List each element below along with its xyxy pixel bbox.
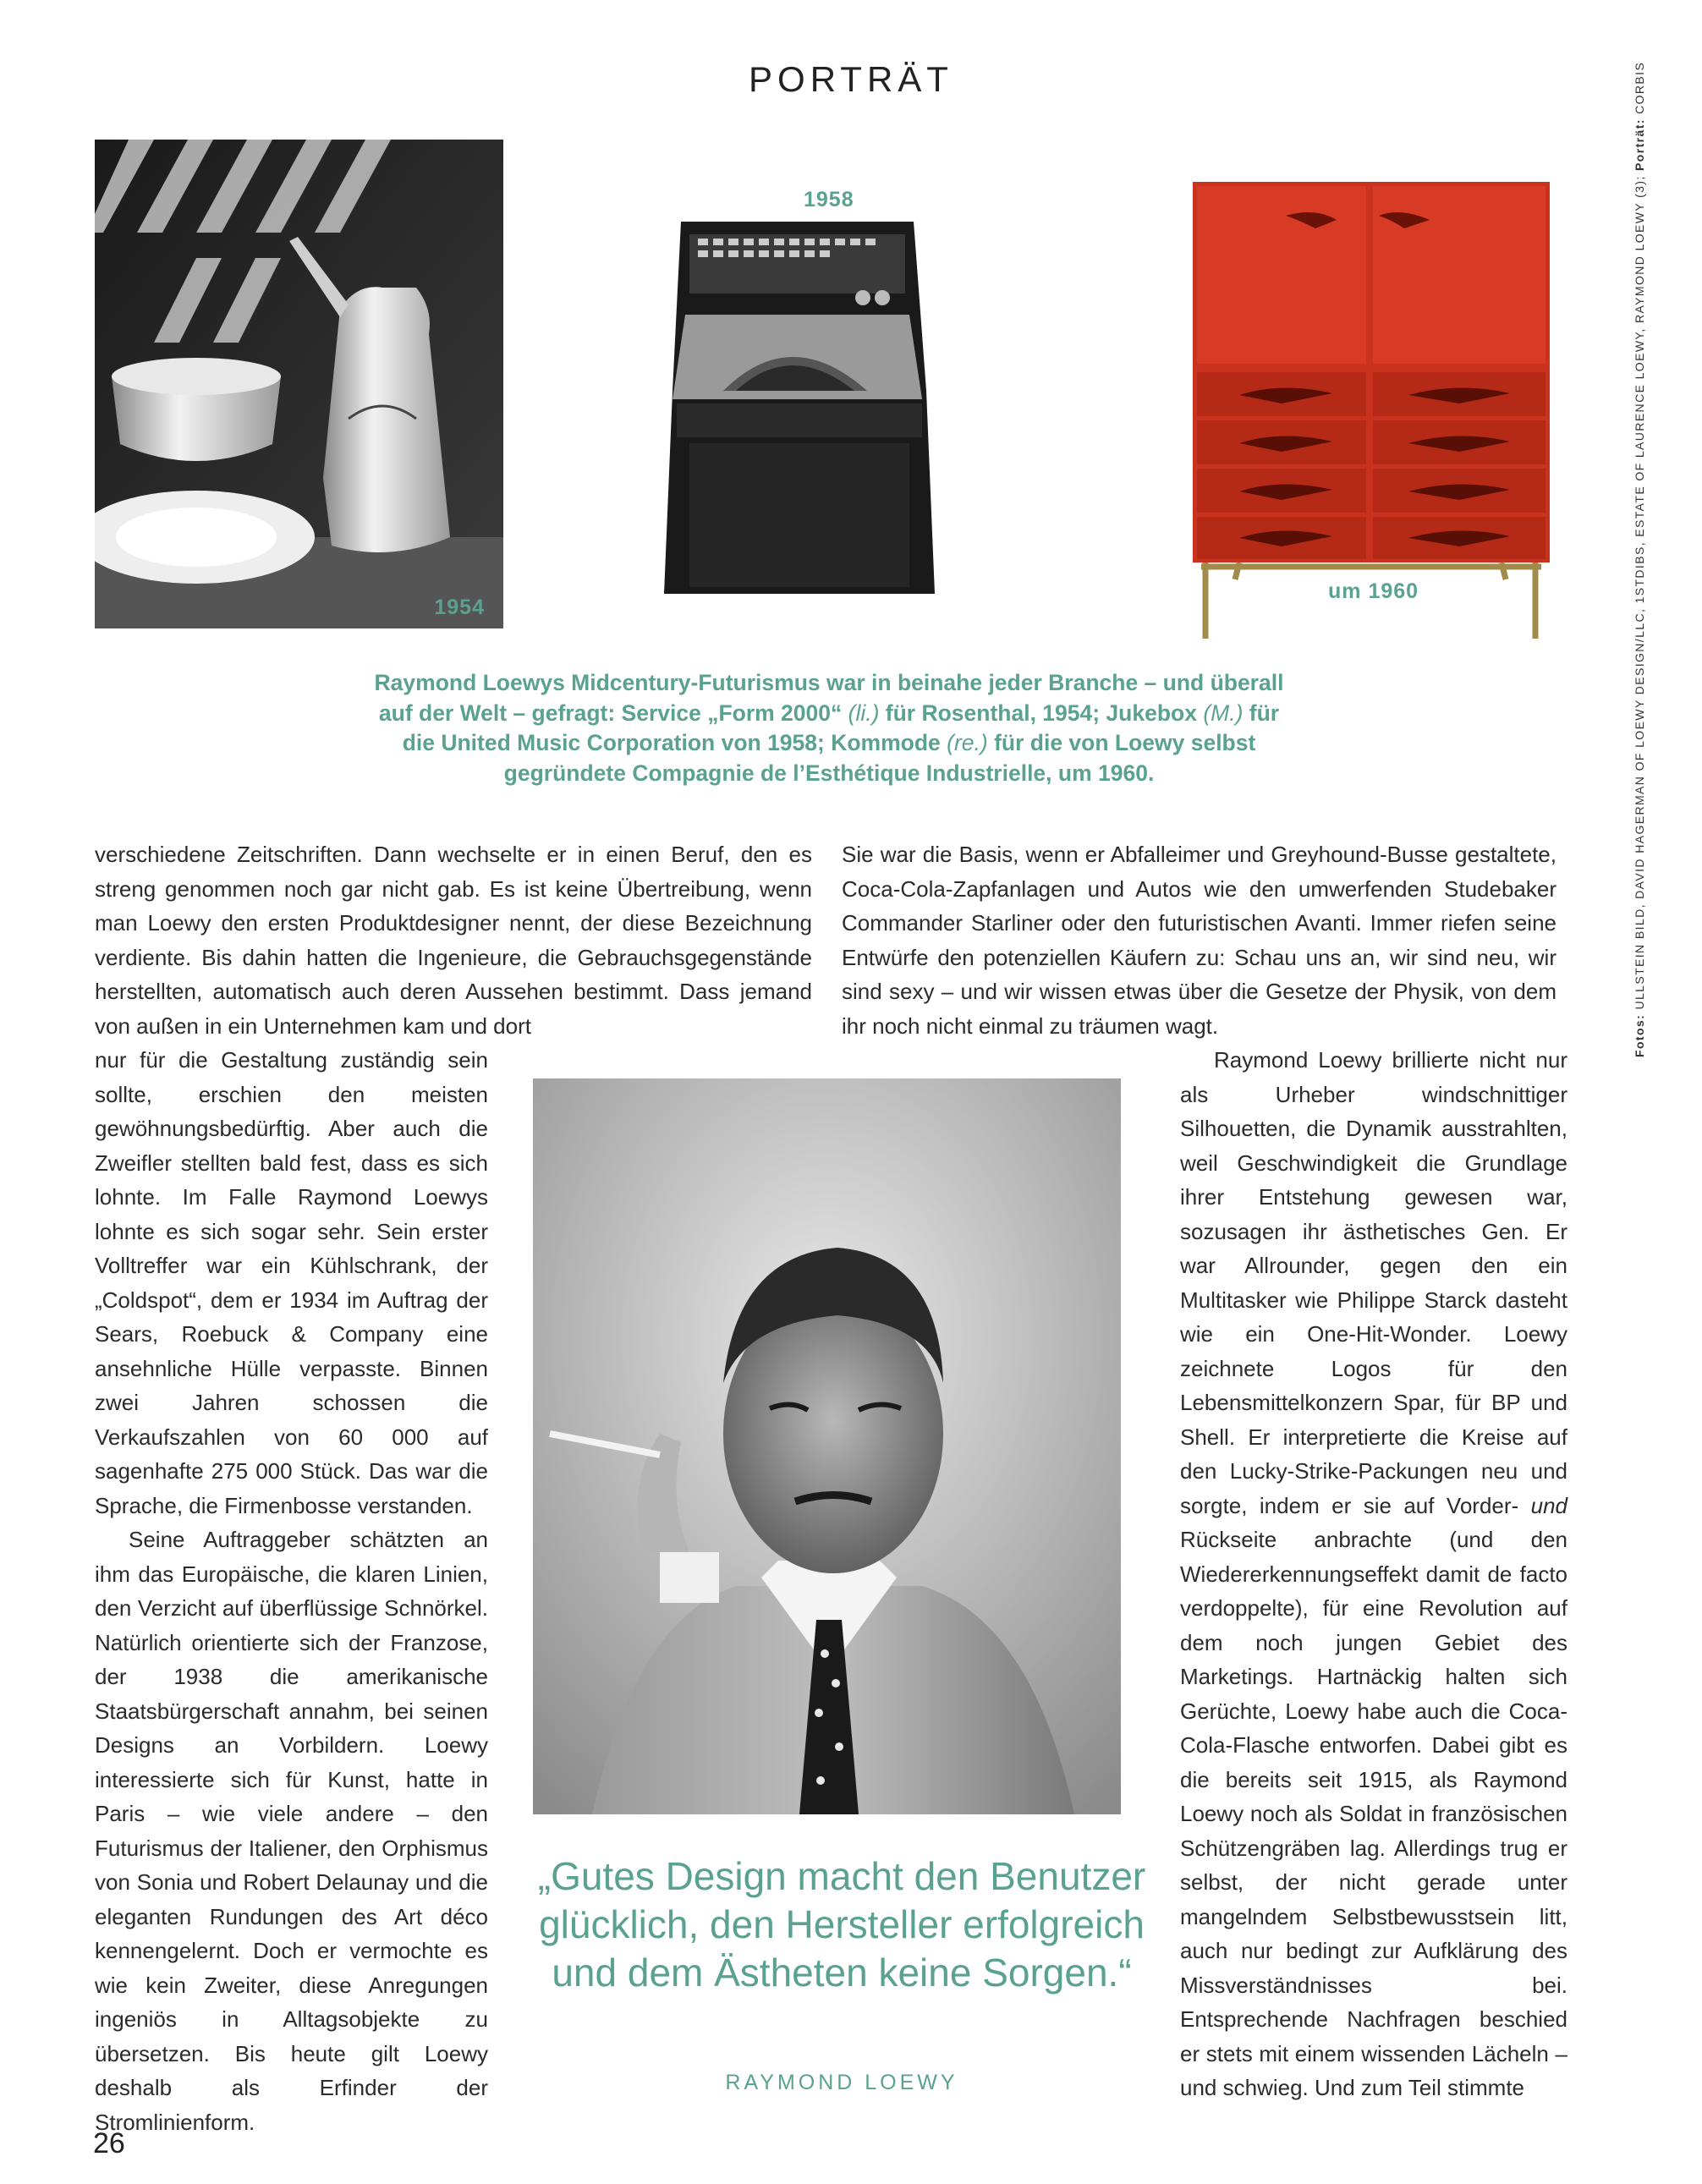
credits-text: CORBIS bbox=[1633, 61, 1646, 119]
article-paragraph bbox=[1180, 1043, 1567, 2105]
article-col1-top bbox=[95, 837, 812, 1043]
jukebox-photo bbox=[656, 222, 939, 594]
article-paragraph: Seine Auftraggeber schätzten an ihm das Europäische, die klaren Linien, den Verzicht auf überflüssige Schnörkel. Natürlich orientierte sich der Franzose, der 1938 die amerikanische Staatsbürgerschaft annahm, bei seinen Designs an Vorbildern. Loewy interessierte sich für Kunst, hatte in Paris – wie viele andere – den Futurismus der Italiener, den Orphismus von Sonia und Robert Delaunay und die eleganten Rundungen des Art déco kennengelernt. Doch er vermochte es wie kein Zweiter, diese Anregungen ingeniös in Alltagsobjekte zu übersetzen. Bis heute gilt Loewy deshalb als Erfinder der Stromlinienform. bbox=[95, 1527, 488, 2135]
section-title: PORTRÄT bbox=[749, 59, 953, 99]
caption-part: Raymond Loewys Midcentury-Futurismus war in beinahe jeder Branche – und überall auf der Welt – gefragt: Service „Form 2000“ bbox=[374, 670, 1284, 726]
article-paragraph: Sie war die Basis, wenn er Abfalleimer und Greyhound-Busse gestaltete, Coca-Cola-Zapfanlagen und Autos wie den umwerfenden Studebaker Commander Starliner oder den futuristischen Avanti. Immer riefen seine Entwürfe den potenziellen Käufern zu: Schau uns an, wir sind neu, wir sind sexy – und wir wissen etwas über die Gesetze der Physik, von dem ihr noch nicht einmal zu träumen wagt. bbox=[842, 842, 1557, 1039]
year-label-1958: 1958 bbox=[804, 188, 854, 211]
porcelain-service-photo bbox=[95, 140, 503, 628]
article-col2-top bbox=[842, 837, 1557, 1043]
page-number: 26 bbox=[93, 2127, 125, 2159]
article-paragraph: nur für die Gestaltung zuständig sein sollte, erschien den meisten gewöhnungsbedürftig. Aber auch die Zweifler stellten bald fest, dass es sich lohnte. Im Falle Raymond Loewys lohnte es sich sogar sehr. Sein erster Volltreffer war ein Kühlschrank, der „Coldspot“, dem er 1934 im Auftrag der Sears, Roebuck & Company eine ansehnliche Hülle verpasste. Binnen zwei Jahren schossen die Verkaufszahlen von 60 000 auf sagenhafte 275 000 Stück. Das war die Sprache, die Firmenbosse verstanden. bbox=[95, 1047, 488, 1518]
quote-author: RAYMOND LOEWY bbox=[725, 2071, 958, 2094]
caption-part: für die von Loewy selbst gegründete Compagnie de l’Esthétique Industrielle, um 1960. bbox=[503, 730, 1256, 786]
photo-credits bbox=[1633, 51, 1646, 1057]
caption-abbr: (li.) bbox=[848, 700, 880, 726]
article-italic: und bbox=[1530, 1492, 1567, 1518]
article-col1-bottom bbox=[95, 1043, 488, 2139]
article-paragraph: verschiedene Zeitschriften. Dann wechselte er in einen Beruf, den es streng genommen noch gar nicht gab. Es ist keine Übertreibung, wenn man Loewy den ersten Produktdesigner nennt, der diese Bezeichnung verdiente. Bis dahin hatten die Ingenieure, die Gebrauchsgegenstände herstellten, automatisch auch deren Aussehen bestimmt. Dass jemand von außen in ein Unternehmen kam und dort bbox=[95, 842, 812, 1039]
credits-text: ULLSTEIN BILD, DAVID HAGERMAN OF LOEWY DESIGN/LLC, 1STDIBS, ESTATE OF LAURENCE LOEWY, RAYMOND LOEWY (3); bbox=[1633, 170, 1646, 1014]
article-text: Rückseite anbrachte (und den Wiedererkennungseffekt damit de facto verdoppelte), für eine Revolution auf dem noch jungen Gebiet des Marketings. Hartnäckig halten sich Gerüchte, Loewy habe auch die Coca-Cola-Flasche entworfen. Dabei gibt es die bereits seit 1915, als Raymond Loewy noch als Soldat in französischen Schützengräben lag. Allerdings trug er selbst, der nicht gerade unter mangelndem Selbstbewusstsein litt, auch nur bedingt zur Aufklärung des Missverständnisses bei. Entsprechende Nachfragen beschied er stets mit einem wissenden Lächeln – und schwieg. Und zum Teil stimmte bbox=[1180, 1527, 1567, 2100]
caption-abbr: (M.) bbox=[1203, 700, 1244, 726]
caption-abbr: (re.) bbox=[947, 730, 988, 755]
year-label-um-1960: um 1960 bbox=[1328, 579, 1419, 603]
image-caption bbox=[372, 668, 1286, 788]
red-cabinet-photo bbox=[1189, 182, 1554, 643]
article-text: Raymond Loewy brillierte nicht nur als Urheber windschnittiger Silhouetten, die Dynamik ausstrahlten, weil Geschwindigkeit die Grundlage ihrer Entstehung gewesen war, sozusagen ihr ästhetisches Gen. Er war Allrounder, gegen den ein Multitasker wie Philippe Starck dasteht wie ein One-Hit-Wonder. Loewy zeichnete Logos für den Lebensmittelkonzern Spar, für BP und Shell. Er interpretierte die Kreise auf den Lucky-Strike-Packungen neu und sorgte, indem er sie auf Vorder- bbox=[1180, 1047, 1567, 1518]
credits-label: Porträt: bbox=[1633, 118, 1646, 171]
raymond-loewy-portrait bbox=[533, 1078, 1121, 1814]
caption-part: für die United Music Corporation von 1958; Kommode bbox=[402, 700, 1280, 755]
article-col3 bbox=[1180, 1043, 1567, 2105]
year-label-1954: 1954 bbox=[434, 595, 485, 619]
credits-label: Fotos: bbox=[1633, 1013, 1646, 1057]
pull-quote: „Gutes Design macht den Benutzer glücklich, den Hersteller erfolgreich und dem Ästheten keine Sorgen.“ bbox=[537, 1854, 1146, 1995]
caption-part: für Rosenthal, 1954; Jukebox bbox=[879, 700, 1204, 726]
